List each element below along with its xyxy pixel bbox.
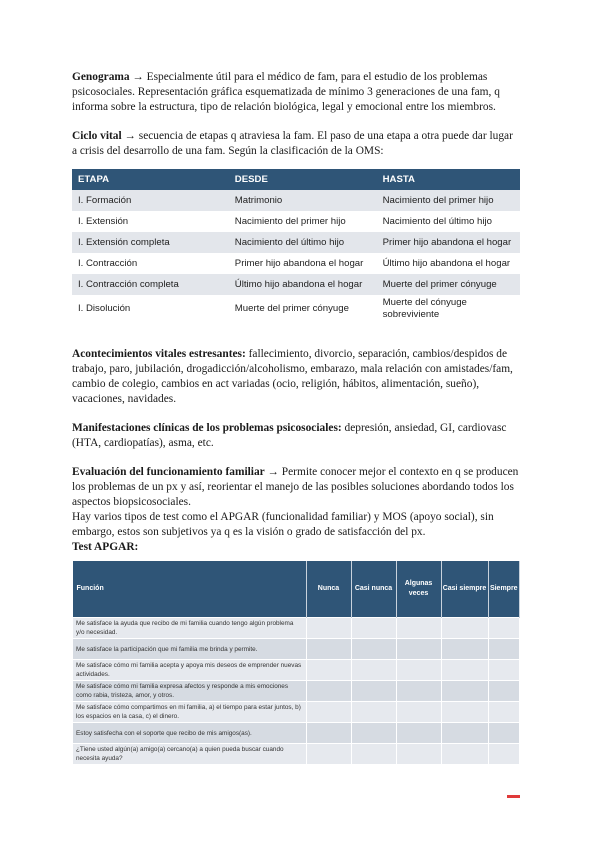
stages-header-row xyxy=(72,169,520,190)
apgar-answer-cell xyxy=(441,681,488,702)
apgar-answer-cell xyxy=(396,681,441,702)
apgar-table xyxy=(72,561,520,765)
apgar-answer-cell xyxy=(396,723,441,744)
apgar-answer-cell xyxy=(441,702,488,723)
genograma-title: Genograma xyxy=(72,71,130,83)
stages-row xyxy=(72,253,520,274)
apgar-answer-cell xyxy=(396,744,441,765)
stage-cell: I. Disolución xyxy=(72,295,229,323)
stage-cell: I. Formación xyxy=(72,190,229,211)
apgar-answer-cell xyxy=(306,702,351,723)
stages-header-hasta: HASTA xyxy=(377,169,520,190)
apgar-answer-cell xyxy=(488,681,520,702)
evaluacion-paragraph-2: Hay varios tipos de test como el APGAR (funcionalidad familiar) y MOS (apoyo social), sin embargo, estos son subjetivos ya q es la visión o grado de satisfacción del px. xyxy=(72,511,494,538)
apgar-answer-cell xyxy=(306,660,351,681)
stage-cell: I. Extensión xyxy=(72,211,229,232)
stage-from-cell: Muerte del primer cónyuge xyxy=(229,295,377,323)
stage-to-cell: Muerte del cónyuge sobreviviente xyxy=(377,295,520,323)
apgar-row xyxy=(73,723,520,744)
apgar-header-casi-siempre: Casi siempre xyxy=(441,561,488,618)
apgar-answer-cell xyxy=(488,639,520,660)
apgar-answer-cell xyxy=(441,618,488,639)
genograma-text: → Especialmente útil para el médico de fam, para el estudio de los problemas psicosociales. Representación gráfica esquematizada de mínimo 3 generaciones de una fam, q informa sobre la estructura, tipo de relación biológica, legal y emocional entre los miembros. xyxy=(72,71,500,113)
apgar-question-cell: ¿Tiene usted algún(a) amigo(a) cercano(a) a quien pueda buscar cuando necesita ayuda? xyxy=(73,744,307,765)
acontecimientos-text: fallecimiento, divorcio, separación, cambios/despidos de trabajo, paro, jubilación, drogadicción/alcoholismo, embarazo, mala relación con amistades/fam, cambio de colegio, cambios en act variadas (ocio, religión, hábitos, alimentación, sueño), vacaciones, navidades. xyxy=(72,348,513,405)
apgar-header-algunas-veces: Algunas veces xyxy=(396,561,441,618)
stage-cell: I. Extensión completa xyxy=(72,232,229,253)
apgar-answer-cell xyxy=(441,744,488,765)
apgar-header-funcion: Función xyxy=(73,561,307,618)
apgar-question-cell: Me satisface cómo mi familia expresa afectos y responde a mis emociones como rabia, tristeza, amor, y otros. xyxy=(73,681,307,702)
apgar-question-cell: Me satisface la participación que mi familia me brinda y permite. xyxy=(73,639,307,660)
ciclo-vital-title: Ciclo vital xyxy=(72,130,122,142)
evaluacion-title: Evaluación del funcionamiento familiar xyxy=(72,466,265,478)
stage-from-cell: Nacimiento del último hijo xyxy=(229,232,377,253)
apgar-answer-cell xyxy=(351,660,396,681)
apgar-answer-cell xyxy=(351,744,396,765)
stage-cell: I. Contracción completa xyxy=(72,274,229,295)
stage-from-cell: Matrimonio xyxy=(229,190,377,211)
stages-row xyxy=(72,295,520,323)
acontecimientos-title: Acontecimientos vitales estresantes: xyxy=(72,348,246,360)
apgar-answer-cell xyxy=(488,744,520,765)
apgar-answer-cell xyxy=(488,723,520,744)
apgar-answer-cell xyxy=(396,618,441,639)
stage-to-cell: Primer hijo abandona el hogar xyxy=(377,232,520,253)
apgar-answer-cell xyxy=(306,639,351,660)
ciclo-vital-paragraph xyxy=(72,129,520,159)
stage-to-cell: Nacimiento del último hijo xyxy=(377,211,520,232)
apgar-answer-cell xyxy=(306,681,351,702)
apgar-answer-cell xyxy=(488,702,520,723)
stages-header-etapa: ETAPA xyxy=(72,169,229,190)
manifestaciones-text: depresión, ansiedad, GI, cardiovasc (HTA, cardiopatías), asma, etc. xyxy=(72,422,507,449)
apgar-answer-cell xyxy=(441,723,488,744)
apgar-row xyxy=(73,681,520,702)
apgar-question-cell: Me satisface la ayuda que recibo de mi familia cuando tengo algún problema y/o necesidad. xyxy=(73,618,307,639)
apgar-answer-cell xyxy=(306,723,351,744)
apgar-row xyxy=(73,660,520,681)
stage-from-cell: Primer hijo abandona el hogar xyxy=(229,253,377,274)
apgar-answer-cell xyxy=(351,723,396,744)
apgar-answer-cell xyxy=(351,639,396,660)
apgar-answer-cell xyxy=(441,660,488,681)
apgar-header-siempre: Siempre xyxy=(488,561,520,618)
apgar-row xyxy=(73,744,520,765)
apgar-question-cell: Me satisface cómo mi familia acepta y apoya mis deseos de emprender nuevas actividades. xyxy=(73,660,307,681)
apgar-answer-cell xyxy=(488,660,520,681)
stage-to-cell: Nacimiento del primer hijo xyxy=(377,190,520,211)
family-stages-table xyxy=(72,169,520,323)
page-corner-mark xyxy=(507,795,520,798)
apgar-header-row xyxy=(73,561,520,618)
apgar-question-cell: Me satisface cómo compartimos en mi familia, a) el tiempo para estar juntos, b) los espacios en la casa, c) el dinero. xyxy=(73,702,307,723)
apgar-answer-cell xyxy=(351,702,396,723)
apgar-answer-cell xyxy=(351,681,396,702)
stages-row xyxy=(72,211,520,232)
stage-cell: I. Contracción xyxy=(72,253,229,274)
stage-to-cell: Muerte del primer cónyuge xyxy=(377,274,520,295)
genograma-paragraph xyxy=(72,70,520,115)
stages-row xyxy=(72,190,520,211)
apgar-title: Test APGAR: xyxy=(72,541,139,553)
apgar-question-cell: Estoy satisfecha con el soporte que recibo de mis amigos(as). xyxy=(73,723,307,744)
apgar-answer-cell xyxy=(441,639,488,660)
apgar-answer-cell xyxy=(396,639,441,660)
stage-from-cell: Nacimiento del primer hijo xyxy=(229,211,377,232)
stages-row xyxy=(72,232,520,253)
apgar-row xyxy=(73,702,520,723)
evaluacion-paragraph xyxy=(72,465,520,510)
ciclo-vital-text: → secuencia de etapas q atraviesa la fam. El paso de una etapa a otra puede dar lugar a crisis del desarrollo de una fam. Según la clasificación de la OMS: xyxy=(72,130,513,157)
stages-row xyxy=(72,274,520,295)
stages-header-desde: DESDE xyxy=(229,169,377,190)
document-page xyxy=(72,70,520,765)
apgar-row xyxy=(73,639,520,660)
apgar-answer-cell xyxy=(306,618,351,639)
stage-from-cell: Último hijo abandona el hogar xyxy=(229,274,377,295)
apgar-answer-cell xyxy=(488,618,520,639)
manifestaciones-title: Manifestaciones clínicas de los problemas psicosociales: xyxy=(72,422,342,434)
apgar-answer-cell xyxy=(396,702,441,723)
apgar-header-nunca: Nunca xyxy=(306,561,351,618)
apgar-answer-cell xyxy=(396,660,441,681)
apgar-answer-cell xyxy=(351,618,396,639)
acontecimientos-paragraph xyxy=(72,347,520,407)
apgar-header-casi-nunca: Casi nunca xyxy=(351,561,396,618)
apgar-heading xyxy=(72,540,520,555)
apgar-answer-cell xyxy=(306,744,351,765)
apgar-row xyxy=(73,618,520,639)
stage-to-cell: Último hijo abandona el hogar xyxy=(377,253,520,274)
evaluacion-text: → Permite conocer mejor el contexto en q se producen los problemas de un px y así, reorientar el manejo de las posibles soluciones abordando todos los aspectos biopsicosociales. xyxy=(72,466,519,508)
manifestaciones-paragraph xyxy=(72,421,520,451)
